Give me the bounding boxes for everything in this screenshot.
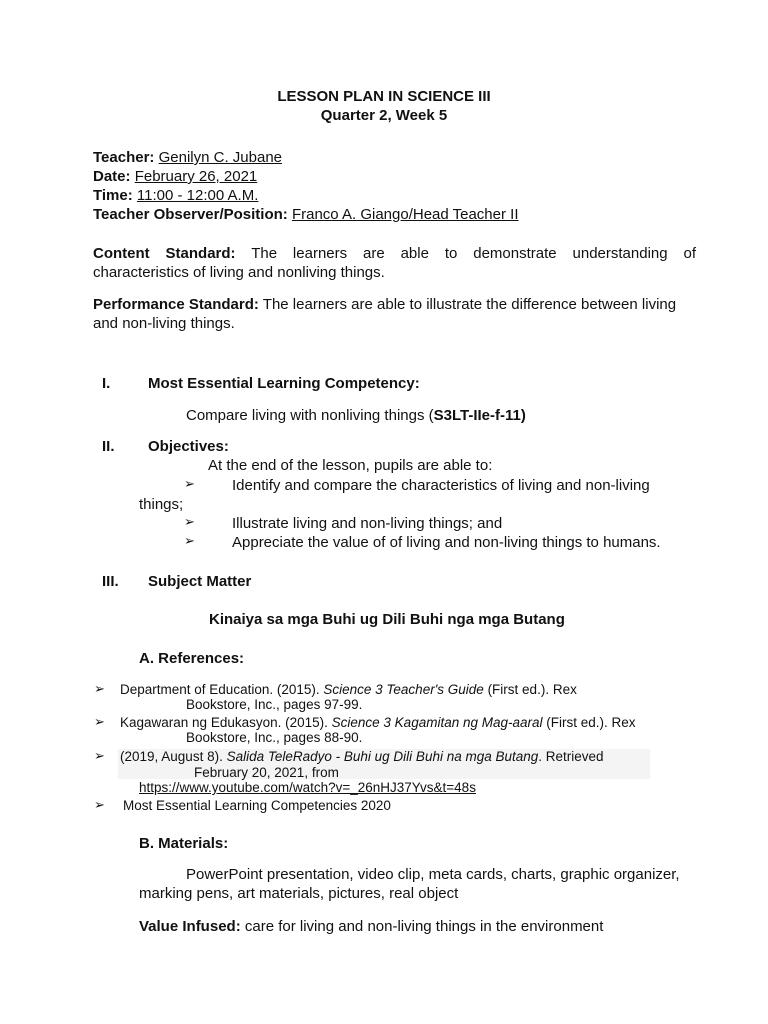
reference-2-title: Science 3 Kagamitan ng Mag-aaral xyxy=(331,715,543,730)
reference-3-link[interactable]: https://www.youtube.com/watch?v=_26nHJ37Yvs&t=48s xyxy=(139,780,476,795)
reference-3 xyxy=(120,748,604,765)
reference-2-edition: (First ed.). Rex xyxy=(542,715,636,730)
bullet-arrow-icon: ➢ xyxy=(94,749,105,764)
section3-numeral: III. xyxy=(102,573,119,590)
references-heading: A. References: xyxy=(139,650,245,667)
performance-standard-text: The learners are able to illustrate the difference between living xyxy=(262,296,677,313)
reference-3-retrieved: . Retrieved xyxy=(538,749,604,764)
bullet-arrow-icon: ➢ xyxy=(94,682,105,697)
content-standard-line1 xyxy=(93,244,696,263)
reference-3-date: (2019, August 8). xyxy=(120,749,227,764)
content-standard-line2: characteristics of living and nonliving things. xyxy=(93,264,385,281)
reference-4: Most Essential Learning Competencies 2020 xyxy=(123,798,391,813)
section1-numeral: I. xyxy=(102,375,111,392)
reference-1-author: Department of Education. (2015). xyxy=(120,682,324,697)
section2-heading: Objectives: xyxy=(148,438,229,455)
observer-label: Teacher Observer/Position: xyxy=(93,206,288,223)
objective-item-3: Appreciate the value of of living and non-living things to humans. xyxy=(232,534,661,551)
performance-standard-label: Performance Standard: xyxy=(93,296,259,313)
section2-numeral: II. xyxy=(102,438,115,455)
reference-1-title: Science 3 Teacher's Guide xyxy=(323,682,484,697)
time-label: Time: xyxy=(93,187,133,204)
page-subtitle: Quarter 2, Week 5 xyxy=(320,107,448,124)
bullet-arrow-icon: ➢ xyxy=(184,515,195,530)
objective-item-1: Identify and compare the characteristics of living and non-living xyxy=(232,477,650,494)
reference-1-edition: (First ed.). Rex xyxy=(483,682,577,697)
bullet-arrow-icon: ➢ xyxy=(94,798,105,813)
value-infused-text: care for living and non-living things in the environment xyxy=(244,918,604,935)
bullet-arrow-icon: ➢ xyxy=(94,715,105,730)
materials-line2: marking pens, art materials, pictures, real object xyxy=(139,885,459,902)
time-value: 11:00 - 12:00 A.M. xyxy=(136,187,259,204)
bullet-arrow-icon: ➢ xyxy=(184,534,195,549)
reference-2-cont: Bookstore, Inc., pages 88-90. xyxy=(186,730,363,745)
observer-line xyxy=(93,205,519,224)
date-label: Date: xyxy=(93,168,131,185)
teacher-value: Genilyn C. Jubane xyxy=(158,149,282,166)
teacher-line xyxy=(93,148,282,167)
reference-3-cont: February 20, 2021, from xyxy=(194,765,339,780)
reference-2-author: Kagawaran ng Edukasyon. (2015). xyxy=(120,715,332,730)
competency-description: Compare living with nonliving things ( xyxy=(186,407,434,424)
bullet-arrow-icon: ➢ xyxy=(184,477,195,492)
value-infused-line xyxy=(139,917,603,936)
date-value: February 26, 2021 xyxy=(134,168,258,185)
reference-1-cont: Bookstore, Inc., pages 97-99. xyxy=(186,697,363,712)
competency-code: S3LT-IIe-f-11) xyxy=(433,407,526,424)
observer-value: Franco A. Giango/Head Teacher II xyxy=(291,206,519,223)
content-standard-text: The learners are able to demonstrate understanding of xyxy=(251,245,696,262)
performance-standard-line1 xyxy=(93,295,676,314)
competency-text xyxy=(186,406,526,425)
subject-topic: Kinaiya sa mga Buhi ug Dili Buhi nga mga Butang xyxy=(209,611,565,628)
materials-heading: B. Materials: xyxy=(139,835,229,852)
teacher-label: Teacher: xyxy=(93,149,155,166)
time-line xyxy=(93,186,258,205)
performance-standard-line2: and non-living things. xyxy=(93,315,235,332)
reference-3-title: Salida TeleRadyo - Buhi ug Dili Buhi na mga Butang xyxy=(226,749,539,764)
objective-item-1-cont: things; xyxy=(139,496,184,513)
materials-line1: PowerPoint presentation, video clip, meta cards, charts, graphic organizer, xyxy=(186,866,680,883)
objectives-intro: At the end of the lesson, pupils are able to: xyxy=(208,457,493,474)
value-infused-label: Value Infused: xyxy=(139,918,241,935)
section1-heading: Most Essential Learning Competency: xyxy=(148,375,420,392)
page-title: LESSON PLAN IN SCIENCE III xyxy=(277,88,491,105)
section3-heading: Subject Matter xyxy=(148,573,252,590)
objective-item-2: Illustrate living and non-living things; and xyxy=(232,515,503,532)
date-line xyxy=(93,167,257,186)
content-standard-label: Content Standard: xyxy=(93,245,236,262)
